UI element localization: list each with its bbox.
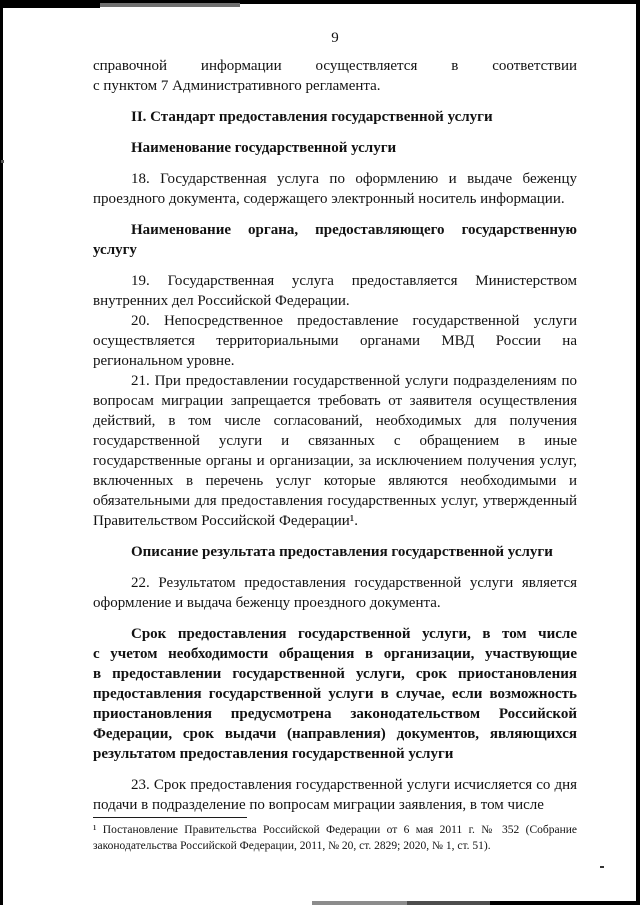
section-heading xyxy=(93,107,577,127)
text-line: с пунктом 7 Административного регламента. xyxy=(93,78,381,94)
scan-artifact-left-line xyxy=(0,0,3,905)
text-line: 23. Срок предоставления государственной услуги исчисляется со дня xyxy=(131,777,577,793)
section-heading xyxy=(93,624,577,764)
text-line: услугу xyxy=(93,242,137,258)
text-line: Описание результата предоставления государственной услуги xyxy=(131,544,553,560)
paragraph xyxy=(93,56,577,96)
paragraph xyxy=(93,573,577,613)
scan-artifact-top-left-bar xyxy=(0,0,100,8)
section-heading xyxy=(93,542,577,562)
scan-artifact-bottom-dark-bar xyxy=(407,901,490,905)
scan-artifact-bottom-gray-bar xyxy=(312,901,407,905)
footnote-text xyxy=(93,822,577,854)
footnote-line: ¹ Постановление Правительства Российской Федерации от 6 мая 2011 г. № 352 (Собрание xyxy=(93,824,577,836)
text-line: обязательными для предоставления государственных услуг, утвержденный xyxy=(93,493,577,509)
text-line: государственные органы и организации, за исключением получения услуг, xyxy=(93,453,577,469)
scan-artifact-speck xyxy=(600,866,604,868)
text-line: результатом предоставления государственной услуги xyxy=(93,746,454,762)
text-line: 22. Результатом предоставления государственной услуги является xyxy=(131,575,577,591)
page-number: 9 xyxy=(331,30,339,46)
text-line: 21. При предоставлении государственной услуги подразделениям по xyxy=(131,373,577,389)
paragraph xyxy=(93,775,577,815)
text-line: 19. Государственная услуга предоставляется Министерством xyxy=(131,273,577,289)
text-line: приостановления предусмотрена законодательством Российской xyxy=(93,706,577,722)
document-body xyxy=(93,56,577,815)
footnote-line: законодательства Российской Федерации, 2011, № 20, ст. 2829; 2020, № 1, ст. 51). xyxy=(93,840,491,852)
text-line: 20. Непосредственное предоставление государственной услуги xyxy=(131,313,577,329)
page-content xyxy=(93,28,577,815)
text-line: II. Стандарт предоставления государственной услуги xyxy=(131,109,493,125)
text-line: в предоставлении государственной услуги, срок приостановления xyxy=(93,666,577,682)
text-line: Срок предоставления государственной услуги, в том числе xyxy=(131,626,577,642)
section-heading xyxy=(93,138,577,158)
text-line: предоставления государственной услуги в случае, если возможность xyxy=(93,686,577,702)
paragraph xyxy=(93,169,577,209)
paragraph xyxy=(93,271,577,311)
text-line: справочной информации осуществляется в соответствии xyxy=(93,58,577,74)
text-line: с учетом необходимости обращения в организации, участвующие xyxy=(93,646,577,662)
text-line: действий, в том числе согласований, необходимых для получения xyxy=(93,413,577,429)
text-line: государственной услуги и связанных с обращением в иные xyxy=(93,433,577,449)
text-line: осуществляется территориальными органами МВД России на xyxy=(93,333,577,349)
text-line: 18. Государственная услуга по оформлению и выдаче беженцу xyxy=(131,171,577,187)
scan-artifact-right-line xyxy=(636,0,640,905)
text-line: региональном уровне. xyxy=(93,353,235,369)
text-line: оформление и выдача беженцу проездного документа. xyxy=(93,595,441,611)
text-line: включенных в перечень услуг которые являются необходимыми и xyxy=(93,473,577,489)
paragraph xyxy=(93,311,577,371)
text-line: Федерации, срок выдачи (направления) документов, являющихся xyxy=(93,726,577,742)
scan-artifact-speck xyxy=(1,160,4,163)
text-line: проездного документа, содержащего электронный носитель информации. xyxy=(93,191,565,207)
scan-artifact-bottom-black-bar xyxy=(490,901,640,905)
paragraph xyxy=(93,371,577,531)
footnote-separator xyxy=(93,817,247,818)
scan-artifact-top-gray-bar xyxy=(100,3,240,7)
text-line: вопросам миграции запрещается требовать от заявителя осуществления xyxy=(93,393,577,409)
footnote xyxy=(93,817,577,854)
text-line: Правительством Российской Федерации¹. xyxy=(93,513,359,529)
text-line: внутренних дел Российской Федерации. xyxy=(93,293,350,309)
text-line: Наименование органа, предоставляющего государственную xyxy=(131,222,577,238)
section-heading xyxy=(93,220,577,260)
text-line: подачи в подразделение по вопросам миграции заявления, в том числе xyxy=(93,797,544,813)
text-line: Наименование государственной услуги xyxy=(131,140,397,156)
